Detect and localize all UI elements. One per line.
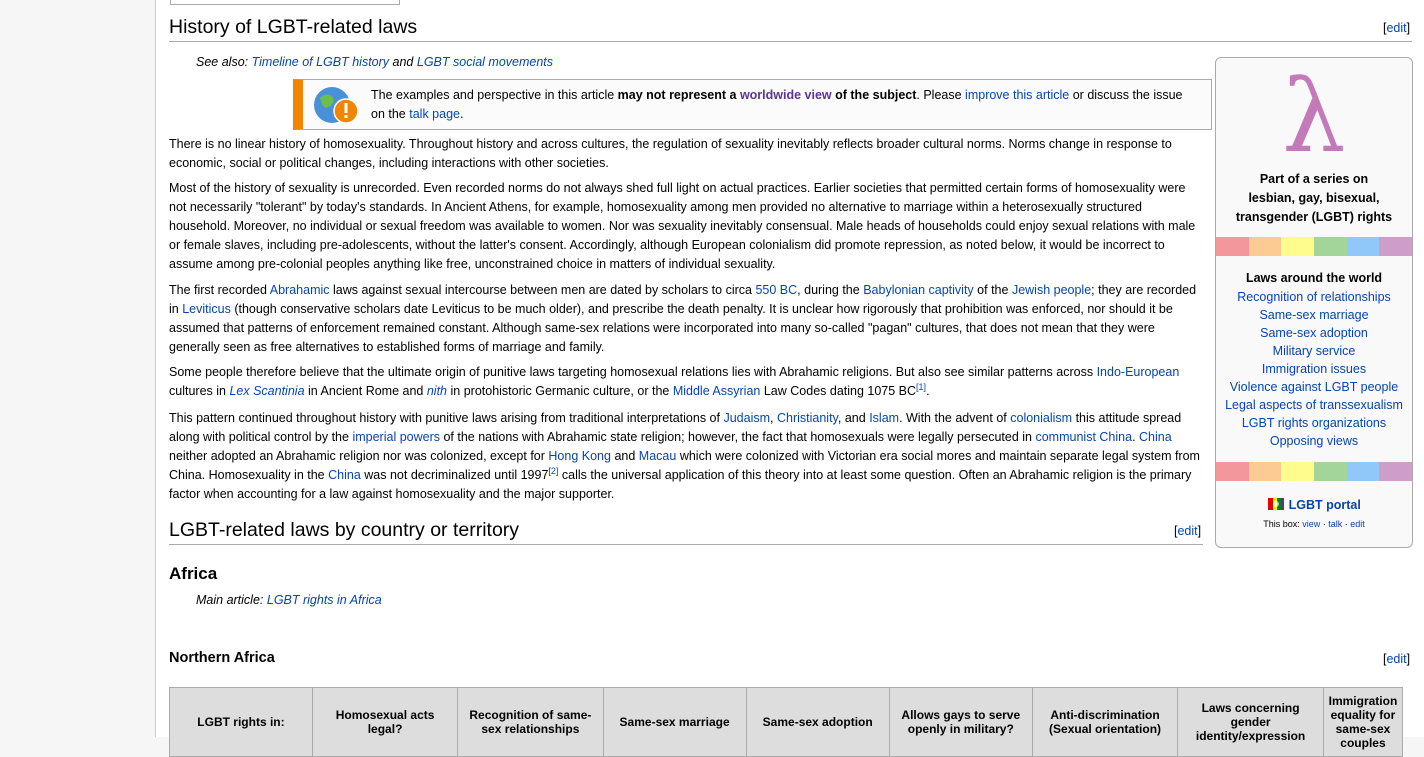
section-heading-northern-africa <box>169 650 275 666</box>
flag-stripe <box>1249 462 1282 481</box>
link-nith[interactable]: nith <box>426 384 448 398</box>
globe-warning-icon <box>312 84 360 126</box>
p4-text: cultures in <box>169 384 226 398</box>
series-title-line: transgender (LGBT) rights <box>1235 210 1393 224</box>
flag-stripe <box>1216 237 1249 256</box>
lambda-symbol[interactable]: λ <box>1282 58 1346 175</box>
infobox-link[interactable]: Same-sex marriage <box>1259 308 1369 322</box>
flag-stripe <box>1314 462 1347 481</box>
p3-text: ; they are recorded in <box>169 283 1197 316</box>
p3-text: (though conservative scholars date Leviticus to be much older), and prescribe the death penalty. It is unclear how rigorously that prohibition was enforced, nor should it be assumed that patterns of enforcement remained constant. Although same-sex relations were incorporated into many so-called "pagan" cultures, that does not mean that they were generally seen as free alternatives to established forms of marriage and family. <box>169 302 1173 354</box>
edit-link-northern-africa[interactable]: [edit] <box>1383 652 1411 666</box>
see-also-label: See also: <box>196 55 249 69</box>
this-box-label: This box: <box>1263 519 1300 529</box>
p1-text: There is no linear history of homosexuality. Throughout history and across cultures, the regulation of sexuality inevitably reflects broader cultural norms. Norms change in response to economic, social or political changes, including interactions with other societies. <box>169 137 1172 170</box>
left-navigation-margin <box>0 0 155 737</box>
link-china-2[interactable]: China <box>328 468 361 482</box>
link-lgbt-rights-africa[interactable]: LGBT rights in Africa <box>266 593 382 607</box>
p4-text: . <box>926 384 930 398</box>
section-title: History of LGBT-related laws <box>169 16 418 38</box>
lgbt-portal-icon[interactable] <box>1267 496 1285 512</box>
p5-text: , and <box>837 411 866 425</box>
edit-link[interactable]: edit <box>1386 21 1407 35</box>
p5-text: which were colonized with Victorian era social mores and maintain separate legal system from China. Homosexuality in the <box>169 449 1200 482</box>
link-view[interactable]: view <box>1302 519 1321 529</box>
laws-around-world-heading: Laws around the world <box>1245 271 1383 285</box>
link-hong-kong[interactable]: Hong Kong <box>548 449 611 463</box>
flag-stripe <box>1314 237 1347 256</box>
infobox-link[interactable]: Immigration issues <box>1261 362 1367 376</box>
flag-stripe <box>1347 237 1380 256</box>
notice-t1: The examples and perspective in this article <box>371 88 615 102</box>
p5-text: this attitude spread along with political control by the <box>169 411 1182 444</box>
series-title-line: lesbian, gay, bisexual, <box>1248 191 1380 205</box>
reference-1[interactable]: [1] <box>916 381 927 392</box>
article-content <box>155 0 1424 750</box>
infobox-link[interactable]: Legal aspects of transsexualism <box>1225 398 1403 412</box>
navbox-controls: This box: view · talk · edit <box>1263 519 1365 529</box>
portal-row <box>1216 496 1412 512</box>
flag-stripe <box>1281 237 1314 256</box>
table-header[interactable]: Laws concerning gender identity/expression <box>1178 688 1324 757</box>
table-header[interactable]: Immigration equality for same-sex couples <box>1323 688 1402 757</box>
infobox-link[interactable]: LGBT rights organizations <box>1241 416 1387 430</box>
table-header[interactable]: Homosexual acts legal? <box>312 688 457 757</box>
section-heading-history <box>169 16 1412 42</box>
p4-text: Law Codes dating 1075 BC <box>763 384 917 398</box>
infobox-link[interactable]: Recognition of relationships <box>1237 290 1391 304</box>
infobox-link[interactable]: Military service <box>1272 344 1356 358</box>
laws-list <box>1216 288 1412 450</box>
paragraph-5 <box>169 409 1204 504</box>
p5-text: was not decriminalized until 1997 <box>364 468 549 482</box>
section-title: Northern Africa <box>169 650 275 666</box>
link-babylonian-captivity[interactable]: Babylonian captivity <box>863 283 974 297</box>
p3-text: The first recorded <box>169 283 267 297</box>
notice-t6: . <box>459 107 464 121</box>
p5-text: calls the universal application of this theory into at least some question. Often an Abrahamic religion is the primary factor when accounting for a law against homosexuality and the major supporter. <box>169 468 1192 501</box>
p4-text: Some people therefore believe that the ultimate origin of punitive laws targeting homosexual relations lies with Abrahamic religions. But also see similar patterns across <box>169 365 1094 379</box>
see-also-note <box>196 55 553 69</box>
link-lgbt-social-movements[interactable]: LGBT social movements <box>416 55 554 69</box>
flag-stripe <box>1216 462 1249 481</box>
link-talk-page[interactable]: talk page <box>409 107 460 121</box>
table-header[interactable]: Same-sex adoption <box>746 688 889 757</box>
link-communist-china[interactable]: communist China <box>1035 430 1133 444</box>
section-heading-country <box>169 519 1203 545</box>
table-header[interactable]: Anti-discrimination (Sexual orientation) <box>1032 688 1177 757</box>
see-also-and: and <box>392 55 414 69</box>
p4-text: in Ancient Rome and <box>308 384 424 398</box>
notice-t3: of the subject <box>835 88 917 102</box>
p5-text: neither adopted an Abrahamic religion nor was colonized, except for <box>169 449 545 463</box>
table-header[interactable]: Same-sex marriage <box>603 688 746 757</box>
link-timeline-lgbt-history[interactable]: Timeline of LGBT history <box>251 55 390 69</box>
previous-box-edge <box>170 0 400 5</box>
section-heading-africa <box>169 564 217 584</box>
edit-link-history[interactable]: [edit] <box>1383 21 1411 35</box>
p5-text: of the nations with Abrahamic state religion; however, the fact that homosexuals were legally persecuted in <box>443 430 1032 444</box>
link-islam[interactable]: Islam <box>869 411 900 425</box>
p5-text: This pattern continued throughout history with punitive laws arising from traditional interpretations of <box>169 411 720 425</box>
paragraph-1 <box>169 135 1204 173</box>
table-header-row <box>170 688 1403 757</box>
link-china[interactable]: China <box>1139 430 1172 444</box>
notice-t5: or discuss the issue on the <box>371 88 1183 121</box>
paragraph-2 <box>169 179 1204 274</box>
edit-link[interactable]: edit <box>1386 652 1407 666</box>
infobox-link[interactable]: Violence against LGBT people <box>1229 380 1399 394</box>
link-550-bc[interactable]: 550 BC <box>755 283 798 297</box>
lgbt-rights-infobox <box>1215 57 1413 548</box>
p5-text: . <box>1132 430 1136 444</box>
link-christianity[interactable]: Christianity <box>776 411 838 425</box>
link-abrahamic[interactable]: Abrahamic <box>269 283 330 297</box>
flag-stripe <box>1281 462 1314 481</box>
link-colonialism[interactable]: colonialism <box>1010 411 1073 425</box>
link-worldwide-view[interactable]: worldwide view <box>739 88 832 102</box>
rainbow-flag-top <box>1216 237 1412 256</box>
table-header[interactable]: Recognition of same-sex relationships <box>458 688 603 757</box>
flag-stripe <box>1379 237 1412 256</box>
flag-stripe <box>1249 237 1282 256</box>
p2-text: Most of the history of sexuality is unrecorded. Even recorded norms do not always shed full light on actual practices. Earlier societies that permitted certain forms of homosexuality were not necessarily "tolerant" by today's standards. In Ancient Athens, for example, homosexuality among men provided no alternative to marriage within a heterosexually structured household. Moreover, no individual or sexual freedom was available to women. Nor was sexuality inevitably consensual. Male heads of households could enjoy sexual relations with male or female slaves, including pre-adolescents, without the latter's consent. Accordingly, although European colonialism did promote repression, as noted below, it would be incorrect to assume among pre-colonial peoples anything like free, unconstrained choice in matters of individual sexuality. <box>169 181 1196 271</box>
edit-link[interactable]: edit <box>1177 524 1198 538</box>
link-edit[interactable]: edit <box>1350 519 1365 529</box>
notice-t4: . Please <box>916 88 962 102</box>
main-article-note <box>196 593 382 607</box>
link-lgbt-portal[interactable]: LGBT portal <box>1288 498 1361 512</box>
link-jewish-people[interactable]: Jewish people <box>1011 283 1092 297</box>
paragraph-4 <box>169 363 1204 401</box>
p3-text: , during the <box>797 283 860 297</box>
p5-text: . With the advent of <box>899 411 1007 425</box>
link-talk[interactable]: talk <box>1328 519 1343 529</box>
p5-text: and <box>614 449 636 463</box>
northern-africa-laws-table <box>169 687 1403 757</box>
link-lex-scantinia[interactable]: Lex Scantinia <box>229 384 305 398</box>
link-judaism[interactable]: Judaism <box>723 411 771 425</box>
paragraph-3 <box>169 281 1204 357</box>
link-macau[interactable]: Macau <box>638 449 677 463</box>
flag-stripe <box>1379 462 1412 481</box>
rainbow-flag-bottom <box>1216 462 1412 481</box>
p3-text: of the <box>977 283 1009 297</box>
section-title: Africa <box>169 564 218 583</box>
link-indo-european[interactable]: Indo-European <box>1096 365 1180 379</box>
infobox-link[interactable]: Same-sex adoption <box>1260 326 1368 340</box>
link-middle-assyrian[interactable]: Middle Assyrian <box>672 384 761 398</box>
series-title-line: Part of a series on <box>1259 172 1369 186</box>
p5-text: , <box>770 411 774 425</box>
worldwide-view-notice <box>293 79 1212 130</box>
series-title <box>1216 170 1412 227</box>
infobox-link[interactable]: Opposing views <box>1269 434 1359 448</box>
main-article-label: Main article: <box>196 593 264 607</box>
table-header[interactable]: LGBT rights in: <box>170 688 313 757</box>
table-header[interactable]: Allows gays to serve openly in military? <box>889 688 1032 757</box>
p3-text: laws against sexual intercourse between men are dated by scholars to circa <box>333 283 752 297</box>
link-imperial-powers[interactable]: imperial powers <box>352 430 440 444</box>
notice-text <box>371 86 1191 124</box>
reference-2[interactable]: [2] <box>548 465 559 476</box>
section-title: LGBT-related laws by country or territory <box>169 519 520 541</box>
flag-stripe <box>1347 462 1380 481</box>
link-improve-this-article[interactable]: improve this article <box>965 88 1070 102</box>
link-leviticus[interactable]: Leviticus <box>182 302 231 316</box>
edit-link-country[interactable]: [edit] <box>1174 524 1202 538</box>
p4-text: in protohistoric Germanic culture, or the <box>450 384 670 398</box>
notice-t2: may not represent a <box>617 88 737 102</box>
